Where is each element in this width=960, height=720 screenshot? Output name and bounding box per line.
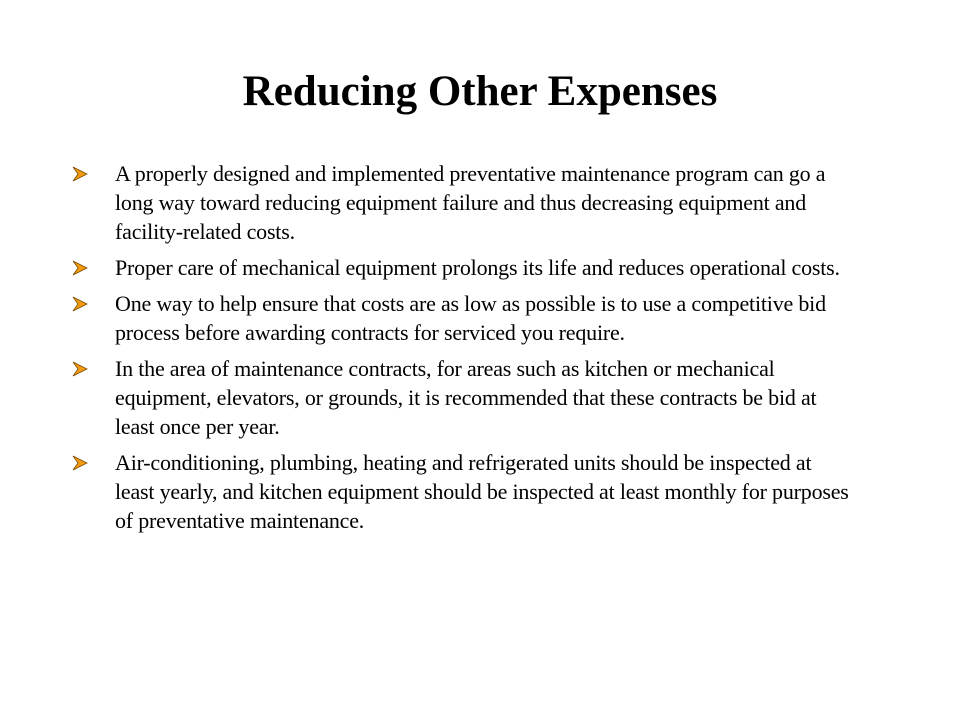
bullet-item	[0, 289, 850, 347]
arrowhead-bullet-icon	[72, 166, 88, 182]
bullet-item	[0, 159, 850, 246]
bullet-text: One way to help ensure that costs are as low as possible is to use a competitive bid process before awarding contracts for serviced you require.	[115, 291, 826, 345]
bullet-text: In the area of maintenance contracts, for areas such as kitchen or mechanical equipment, elevators, or grounds, it is recommended that these contracts be bid at least once per year.	[115, 356, 817, 439]
bullet-text: A properly designed and implemented preventative maintenance program can go a long way toward reducing equipment failure and thus decreasing equipment and facility-related costs.	[115, 161, 826, 244]
bullet-item	[0, 253, 850, 282]
arrowhead-bullet-icon	[72, 260, 88, 276]
bullet-item	[0, 448, 850, 535]
bullet-text: Air-conditioning, plumbing, heating and refrigerated units should be inspected at least yearly, and kitchen equipment should be inspected at least monthly for purposes of preventative maintenance.	[115, 450, 849, 533]
arrowhead-bullet-icon	[72, 361, 88, 377]
bullet-text: Proper care of mechanical equipment prolongs its life and reduces operational costs.	[115, 255, 840, 280]
arrowhead-bullet-icon	[72, 455, 88, 471]
slide-title: Reducing Other Expenses	[242, 68, 718, 115]
bullet-item	[0, 354, 850, 441]
bullet-list	[0, 159, 960, 535]
arrowhead-bullet-icon	[72, 296, 88, 312]
